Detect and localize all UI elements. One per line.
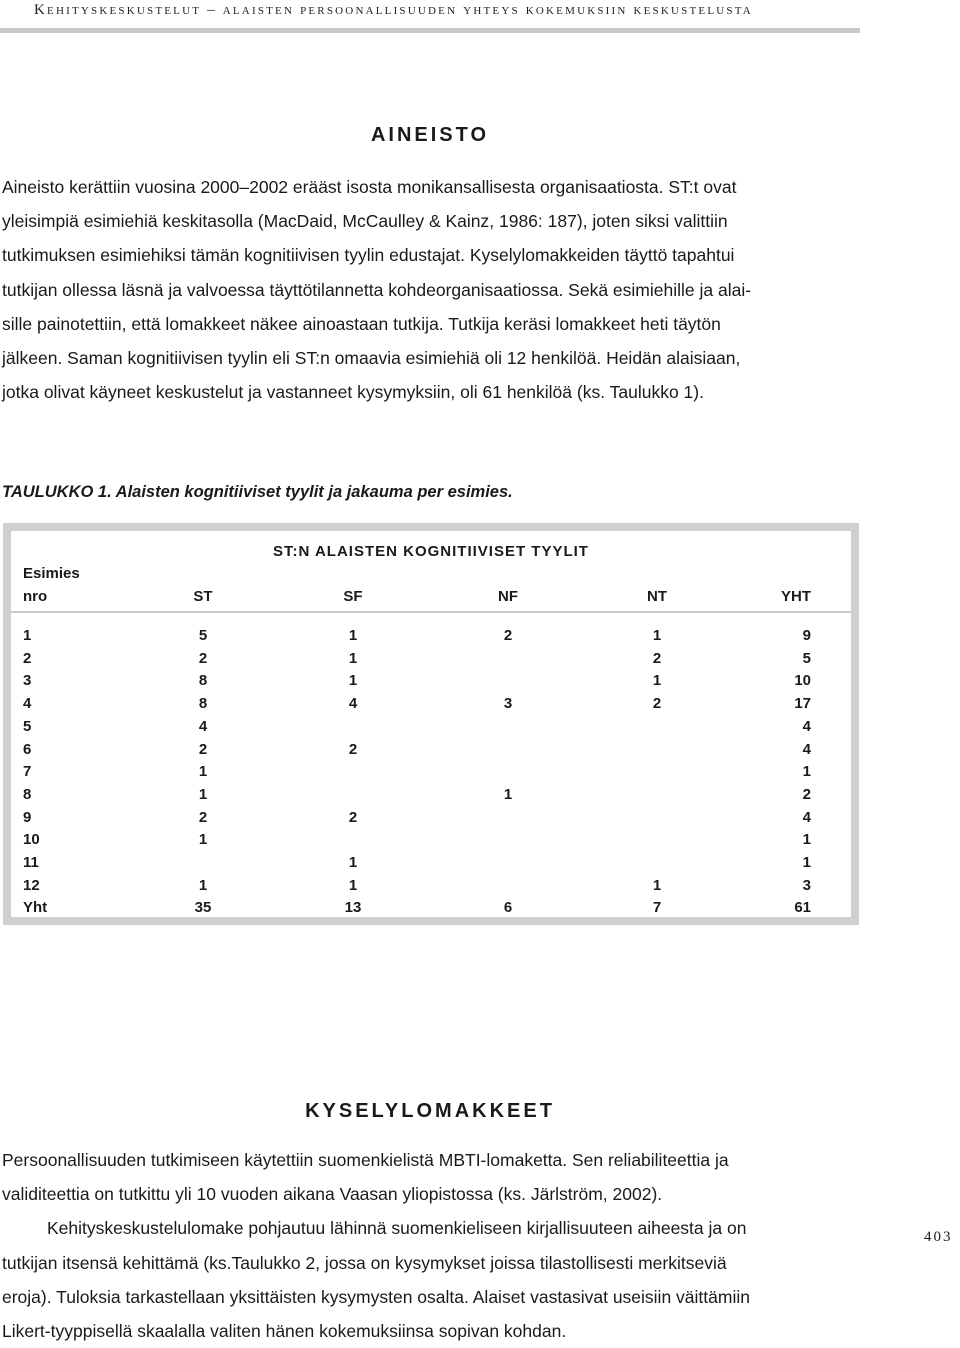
- column-header: NF: [498, 588, 518, 605]
- column-header: nro: [23, 588, 48, 605]
- table-row: [11, 809, 851, 831]
- table-cell: 1: [652, 876, 662, 894]
- table-cell: 9: [23, 808, 32, 826]
- table-cell: 2: [348, 740, 358, 758]
- table-row: [11, 650, 851, 672]
- table-cell: 4: [198, 717, 208, 735]
- text-line: tutkimuksen esimiehiksi tämän kognitiivisen tyylin edustajat. Kyselylomakkeiden täyttö tapahtui: [2, 245, 735, 266]
- table-row: [11, 627, 851, 649]
- table-cell: 5: [23, 717, 32, 735]
- table-cell: 1: [652, 672, 662, 690]
- table-cell: 17: [794, 695, 811, 713]
- table-cell: 1: [198, 831, 208, 849]
- table-group-header: ST:N ALAISTEN KOGNITIIVISET TYYLIT: [273, 543, 589, 560]
- table-row: [11, 899, 851, 921]
- text-line: eroja). Tuloksia tarkastellaan yksittäisten kysymysten osalta. Alaiset vastasivat useisiin väittämiin: [2, 1286, 750, 1307]
- table-cell: 12: [23, 876, 40, 894]
- table-cell: 2: [503, 627, 513, 644]
- text-line: yleisimpiä esimiehiä keskitasolla (MacDaid, McCaulley & Kainz, 1986: 187), joten siksi valittiin: [2, 211, 728, 232]
- table-cell: 2: [198, 808, 208, 826]
- table-cell: 8: [198, 672, 208, 690]
- table-cell: 3: [23, 672, 32, 690]
- table-cell: 61: [794, 899, 811, 917]
- table-cell: 4: [348, 695, 358, 713]
- table-cell: 3: [802, 876, 811, 894]
- table-cell: 5: [198, 627, 208, 644]
- table-cell: 1: [23, 627, 32, 644]
- table-frame: [3, 523, 859, 925]
- header-rule: [0, 28, 860, 33]
- table-row: [11, 695, 851, 717]
- table-header-rule: [11, 611, 851, 613]
- paragraph-aineisto: [2, 170, 860, 409]
- table-cell: 2: [652, 649, 662, 667]
- table-row: [11, 741, 851, 763]
- table-cell: 1: [198, 763, 208, 781]
- table-row: [11, 854, 851, 876]
- table-cell: 6: [23, 740, 32, 758]
- table-cell: 11: [23, 854, 39, 871]
- column-header-row: [11, 588, 851, 608]
- page-number: 403: [924, 1229, 953, 1245]
- table-cell: 7: [652, 899, 662, 917]
- text-line: tutkijan ollessa läsnä ja valvoessa täyttötilannetta kohdeorganisaatiossa. Sekä esimiehille ja alai-: [2, 279, 752, 300]
- table-cell: 8: [23, 785, 32, 803]
- table-cell: 10: [794, 672, 811, 690]
- text-line: Aineisto kerättiin vuosina 2000–2002 erääst isosta monikansallisesta organisaatiosta. ST:t ovat: [2, 177, 737, 197]
- table-cell: Yht: [23, 899, 48, 917]
- table-row: [11, 718, 851, 740]
- table-cell: 1: [802, 763, 811, 781]
- column-header: ST: [193, 588, 213, 605]
- text-line: jotka olivat käyneet keskustelut ja vastanneet kysymyksiin, oli 61 henkilöä (ks. Taulukko 1).: [2, 382, 704, 403]
- table-cell: 1: [348, 649, 358, 667]
- table-cell: 2: [23, 649, 32, 667]
- table-cell: 1: [652, 627, 662, 644]
- table-cell: 1: [348, 672, 358, 690]
- text-line: Likert-tyyppisellä skaalalla valiten hänen kokemuksiinsa sopivan kohdan.: [2, 1321, 567, 1342]
- table-cell: 4: [23, 695, 32, 713]
- table-cell: 3: [503, 695, 513, 713]
- table-cell: 1: [348, 876, 358, 894]
- table-cell: 4: [802, 740, 811, 758]
- table-cell: 5: [802, 649, 811, 667]
- table-cell: 8: [198, 695, 208, 713]
- table-cell: 1: [198, 785, 208, 803]
- table-cell: 1: [198, 876, 208, 894]
- table-cell: 1: [503, 785, 513, 803]
- table-cell: 1: [348, 854, 358, 871]
- table-cell: 2: [652, 695, 662, 713]
- section-heading-kyselylomakkeet: KYSELYLOMAKKEET: [305, 1100, 555, 1122]
- table-cell: 4: [802, 808, 811, 826]
- table-cell: 2: [198, 649, 208, 667]
- column-header: NT: [647, 588, 667, 605]
- table-row: [11, 831, 851, 853]
- paragraph-kyselylomakkeet: [2, 1143, 860, 1348]
- running-head: Kehityskeskustelut – alaisten persoonallisuuden yhteys kokemuksiin keskustelusta: [34, 2, 753, 18]
- table-cell: 13: [344, 899, 362, 917]
- column-header: YHT: [781, 588, 811, 605]
- text-line: jälkeen. Saman kognitiivisen tyylin eli ST:n omaavia esimiehiä oli 12 henkilöä. Heidän alaisiaan,: [2, 348, 741, 369]
- table-row: [11, 763, 851, 785]
- table-row: [11, 672, 851, 694]
- row-header-label: Esimies: [23, 565, 80, 582]
- section-heading-aineisto: AINEISTO: [370, 124, 490, 146]
- table-cell: 2: [348, 808, 358, 826]
- table-row: [11, 786, 851, 808]
- table-cell: 7: [23, 763, 32, 781]
- table-row: [11, 877, 851, 899]
- table-cell: 2: [802, 785, 811, 803]
- table-caption: TAULUKKO 1. Alaisten kognitiiviset tyylit ja jakauma per esimies.: [2, 483, 513, 501]
- text-line: Kehityskeskustelulomake pohjautuu lähinnä suomenkieliseen kirjallisuuteen aiheesta ja on: [47, 1218, 747, 1239]
- data-table: [11, 531, 851, 917]
- table-cell: 1: [802, 854, 811, 871]
- table-cell: 2: [198, 740, 208, 758]
- table-cell: 1: [802, 831, 811, 849]
- text-line: tutkijan itsensä kehittämä (ks.Taulukko 2, jossa on kysymykset joissa tilastollisesti merkitseviä: [2, 1252, 727, 1273]
- table-cell: 10: [23, 831, 40, 849]
- column-header: SF: [343, 588, 363, 605]
- text-line: validiteettia on tutkittu yli 10 vuoden aikana Vaasan yliopistossa (ks. Järlström, 2002).: [2, 1184, 663, 1205]
- table-cell: 35: [194, 899, 212, 917]
- table-cell: 6: [503, 899, 513, 917]
- table-cell: 9: [802, 627, 811, 644]
- table-cell: 1: [348, 627, 358, 644]
- text-line: Persoonallisuuden tutkimiseen käytettiin suomenkielistä MBTI-lomaketta. Sen reliabiliteettia ja: [2, 1150, 729, 1170]
- text-line: sille painotettiin, että lomakkeet näkee ainoastaan tutkija. Tutkija keräsi lomakkeet heti täytön: [2, 313, 721, 334]
- table-cell: 4: [802, 717, 811, 735]
